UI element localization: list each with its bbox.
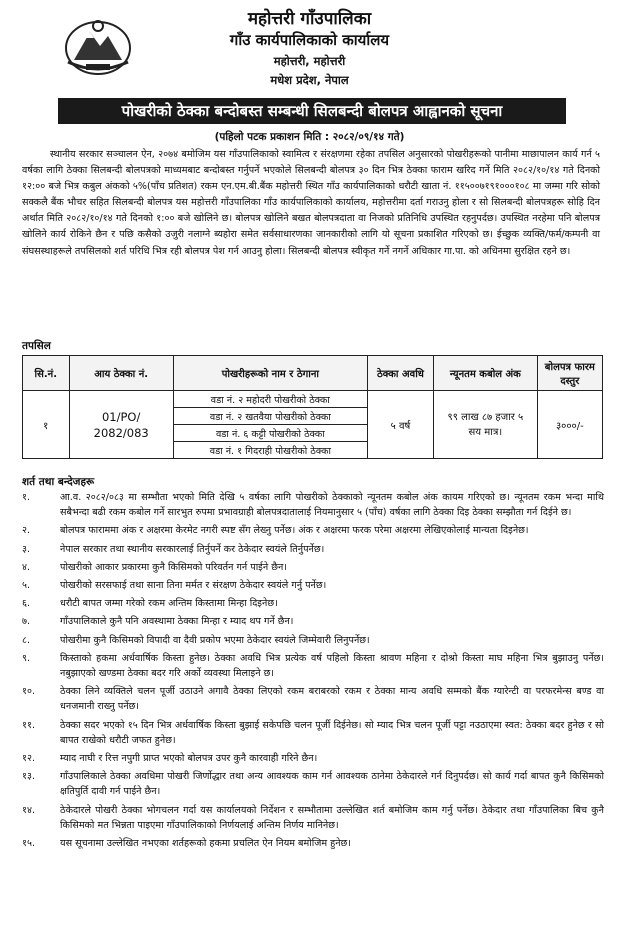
- term-item: [18, 633, 604, 648]
- term-text: पोखरीमा कुनै किसिमको विपादी वा दैवी प्रकोप भएमा ठेकेदार स्वयंले जिम्मेवारी लिनुपर्नेछ।: [60, 634, 370, 646]
- col-header-form-fee: बोलपत्र फारम दस्तुर: [537, 356, 602, 391]
- term-number: १०.: [22, 686, 36, 698]
- term-number: १४.: [22, 804, 36, 816]
- cell-contract-no: 01/PO/ 2082/083: [69, 391, 173, 459]
- cell-pond-3: वडा नं. ६ कट्टी पोखरीको ठेक्का: [173, 425, 367, 442]
- contract-table: [22, 355, 603, 459]
- office-name: गाँउ कार्यपालिकाको कार्यालय: [229, 31, 390, 49]
- col-header-contract-no: आय ठेक्का नं.: [69, 356, 173, 391]
- term-item: [18, 596, 604, 611]
- col-header-period: ठेक्का अवधि: [367, 356, 433, 391]
- municipality-name: महोत्तरी गाँउपालिका: [247, 9, 372, 29]
- cell-sn: १: [23, 391, 70, 459]
- term-item: [18, 542, 604, 557]
- term-text: ठेकेदारले पोखरी ठेक्का भोगचलन गर्दा यस कार्यालयको निर्देशन र सम्भौतामा उल्लेखित शर्त बमोजिम काम गर्नु पर्नेछ। ठेकेदार तथा गाँउपालिका बिच कुनै किसिमको मत भिन्नता पाइएमा गाँउपालिकाको निर्णयलाई अन्तिम निर्णय मानिनेछ।: [60, 804, 604, 831]
- term-item: [18, 803, 604, 833]
- notice-title: पोखरीको ठेक्का बन्दोबस्त सम्बन्धी सिलबन्दी बोलपत्र आह्वानको सूचना: [58, 98, 566, 124]
- cell-form-fee: ३०००/-: [537, 391, 602, 459]
- term-number: ८.: [22, 634, 31, 646]
- term-text: ठेक्का सदर भएको १५ दिन भित्र अर्धवार्षिक किस्ता बुझाई सकेपछि चलन पूर्जी दिईनेछ। सो म्याद भित्र चलन पूर्जी पट्टा नउठाएमा स्वत: ठेक्का बदर हुनेछ र सो बापत राखेको धरौटी जफत हुनेछ।: [60, 719, 604, 746]
- col-header-pond-name: पोखरीहरूको नाम र ठेगाना: [173, 356, 367, 391]
- term-text: किस्ताको हकमा अर्धवार्षिक किस्ता हुनेछ। ठेक्का अवधि भित्र प्रत्येक वर्ष पहिलो किस्ता श्रावण महिना र दोश्रो किस्ता माघ महिना भित्र बुझाउनु पर्नेछ। नबुझाएको खण्डमा ठेक्का बदर गरि अर्को व्यवस्था मिलाइने छ।: [60, 652, 604, 680]
- col-header-sn: सि.नं.: [23, 356, 70, 391]
- province-country: मधेश प्रदेश, नेपाल: [270, 73, 349, 87]
- term-number: ९.: [22, 652, 31, 664]
- term-text: पोखरीको सरसफाई तथा साना तिना मर्मत र संरक्षण ठेकेदार स्वयंले गर्नु पर्नेछ।: [60, 580, 327, 592]
- term-item: [18, 684, 604, 714]
- term-item: [18, 751, 604, 766]
- term-item: [18, 769, 604, 799]
- terms-heading: शर्त तथा बन्देजहरू: [22, 476, 95, 488]
- term-item: [18, 560, 604, 575]
- term-text: म्याद नाघी र रित्त नपुगी प्राप्त भएको बोलपत्र उपर कुनै कारवाही गरिने छैन।: [60, 753, 318, 765]
- term-number: २.: [22, 525, 31, 537]
- table-header-row: [23, 356, 603, 391]
- col-header-min-bid: न्यूनतम कबोल अंक: [434, 356, 538, 391]
- office-address: महोत्तरी, महोत्तरी: [273, 54, 346, 68]
- cell-pond-4: वडा नं. १ गिदराही पोखरीको ठेक्का: [173, 442, 367, 459]
- term-item: [18, 718, 604, 748]
- term-number: ४.: [22, 561, 31, 573]
- term-text: गाँउपालिकाले कुनै पनि अवस्थामा ठेक्का मिन्हा र म्याद थप गर्ने छैन।: [60, 616, 294, 628]
- term-number: १२.: [22, 753, 36, 765]
- term-number: ५.: [22, 580, 31, 592]
- term-text: धरौटी बापत जम्मा गरेको रकम अन्तिम किस्तामा मिन्हा दिइनेछ।: [60, 598, 278, 610]
- term-item: [18, 523, 604, 538]
- term-text: गाँउपालिकाले ठेक्का अवधिमा पोखरी जिर्णोद्धार तथा अन्य आवश्यक काम गर्न आवश्यक ठानेमा ठेकेदारले गर्न दिनुपर्दछ। सो कार्य गर्दा बापत कुनै किसिमको क्षतिपुर्ति दावी गर्न पाईने छैन।: [60, 771, 604, 798]
- table-row: [23, 391, 603, 408]
- term-item: [18, 836, 604, 851]
- term-number: १५.: [22, 838, 36, 850]
- term-text: पोखरीको आकार प्रकारमा कुनै किसिमको परिवर्तन गर्न पाईने छैन।: [60, 561, 287, 573]
- intro-paragraph: स्थानीय सरकार सञ्चालन ऐन, २०७४ बमोजिम यस गाँउपालिकाको स्वामित्व र संरक्षणमा रहेका तपसिल अनुसारको पोखरीहरूको पानीमा माछापालन कार्य गर्न ५ वर्षका लागि ठेक्का सिलबन्दी बोलपत्रको माध्यमबाट बन्दोबस्त गर्नुपर्ने भएकोले सिलबन्दी बोलपत्र ३० दिन भित्र ठेक्का फाराम खरिद गर्ने मिति २०८२/१०/१४ गते दिनको १२:०० बजे भित्र कबुल अंकको ५%(पाँच प्रतिशत) रकम एन.एम.बी.बैंक महोत्तरी स्थित गाँउ कार्यपालिकाको धरौटी खाता नं. ११५००७१९१०००१०८ मा जम्मा गरि सोको सक्कलै बैंक भौचर सहित सिलबन्दी बोलपत्र यस महोत्तरी गाँउपालिका गाँउ कार्यपालिकाको कार्यालय, महोत्तरीमा दर्ता गराउनु होला र सो सिलबन्दी बोलपत्रहरू सोहि दिन अर्थात मिति २०८२/१०/१४ गते दिनको १:०० बजे खोलिने छ। बोलपत्र खोलिने बखत बोलपत्रदाता वा निजको प्रतिनिधि उपस्थित रहनुपर्दछ। उपस्थित नरहेमा पनि बोलपत्र खोलिने कार्य रोकिने छैन र पछि कसैको उजुरी नलाग्ने ब्यहोरा समेत सर्वसाधारणका जानकारीको लागि यो सूचना प्रकाशित गरिएको छ। ईच्छुक व्यक्ति/फर्म/कम्पनी वा संघसस्थाहरूले तपसिलको शर्त परिधि भित्र रही बोलपत्र पेश गर्न आउनु होला। सिलबन्दी बोलपत्र स्वीकृत गर्ने नगर्ने अधिकार गा.पा. को अधिनमा सुरक्षित रहने छ।: [22, 149, 600, 257]
- cell-pond-2: वडा नं. २ खतवैया पोखरीको ठेक्का: [173, 408, 367, 425]
- term-item: [18, 651, 604, 681]
- publish-date: (पहिलो पटक प्रकाशन मिति : २०८२/०९/१४ गते): [214, 131, 405, 143]
- letterhead: [0, 0, 619, 94]
- term-text: बोलपत्र फाराममा अंक र अक्षरमा केरमेट नगरी स्पष्ट सँग लेख्नु पर्नेछ। अंक र अक्षरमा फरक परेमा अक्षरमा लेखिएकोलाई मान्यता दिइनेछ।: [60, 525, 529, 537]
- term-number: ३.: [22, 543, 31, 555]
- cell-period: ५ वर्ष: [367, 391, 433, 459]
- term-number: ११.: [22, 719, 36, 731]
- term-text: ठेक्का लिने व्यक्तिले चलन पूर्जी उठाउने अगावै ठेक्का लिएको रकम बराबरको रकम र ठेक्का मान्य अवधि सम्मको बैंक ग्यारेन्टी वा परफरमेन्स बण्ड वा धनजमानी राख्नु पर्नेछ।: [60, 686, 604, 713]
- term-text: नेपाल सरकार तथा स्थानीय सरकारलाई तिर्नुपर्ने कर ठेकेदार स्वयंले तिर्नुपर्नेछ।: [60, 543, 325, 555]
- term-number: १.: [22, 492, 31, 503]
- cell-min-bid: ९९ लाख ८७ हजार ५ सय मात्र।: [434, 391, 538, 459]
- term-number: १३.: [22, 771, 36, 783]
- terms-list: [18, 490, 604, 854]
- term-number: ७.: [22, 616, 31, 628]
- term-item: [18, 578, 604, 593]
- term-text: आ.व. २०८२/०८३ मा सम्भौता भएको मिति देखि ५ वर्षका लागि पोखरीको ठेक्काको न्यूनतम कबोल अंक कायम गरिएको छ। न्यूनतम रकम भन्दा माथि सबैभन्दा बढी रकम कबोल गर्ने सारभुत रुपमा प्रभावग्राही बोलपत्रदातालाई नियमानुसार ५ (पाँच) वर्षका लागि ठेक्का दिइ ठेक्का सम्झौता गर्न दिईने छ।: [60, 492, 604, 519]
- cell-pond-1: वडा नं. २ महोदरी पोखरीको ठेक्का: [173, 391, 367, 408]
- schedule-label: तपसिल: [22, 340, 51, 352]
- term-item: [18, 490, 604, 520]
- term-item: [18, 614, 604, 629]
- term-text: यस सूचनामा उल्लेखित नभएका शर्तहरूको हकमा प्रचलित ऐन नियम बमोजिम हुनेछ।: [60, 838, 351, 850]
- term-number: ६.: [22, 598, 31, 610]
